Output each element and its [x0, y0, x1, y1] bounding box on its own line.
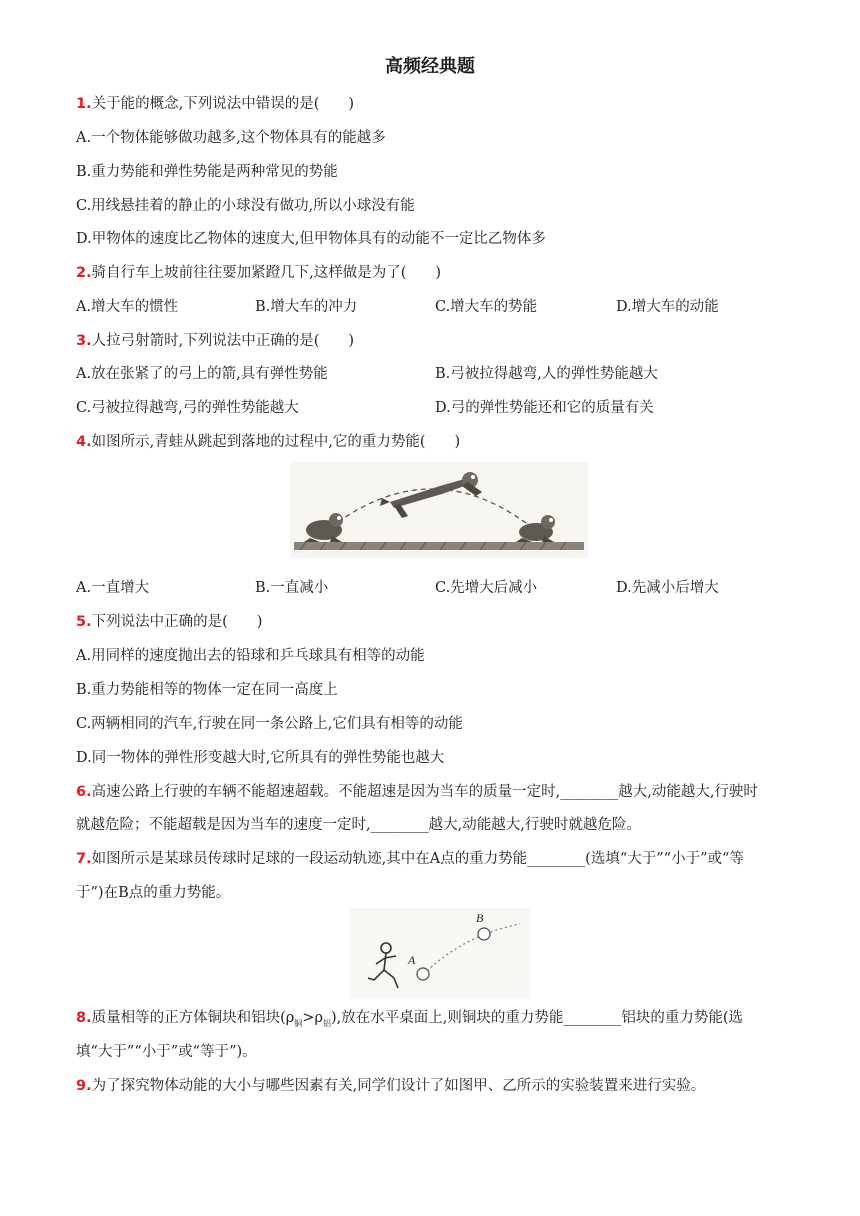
question-5 — [76, 612, 262, 632]
label-a: A — [408, 953, 416, 967]
question-8 — [76, 1008, 743, 1034]
question-6-line-2: 就越危险；不能超载是因为当车的速度一定时,________越大,动能越大,行驶时就越危险。 — [76, 817, 641, 833]
option-b: B.重力势能和弹性势能是两种常见的势能 — [76, 164, 338, 180]
question-7-line-2: 于”)在B点的重力势能。 — [76, 885, 231, 901]
question-number: 6. — [76, 784, 92, 800]
option-c: C.用线悬挂着的静止的小球没有做功,所以小球没有能 — [76, 198, 415, 214]
option-d: D.同一物体的弹性形变越大时,它所具有的弹性势能也越大 — [76, 750, 445, 766]
option-a: A.一直增大 — [76, 580, 150, 596]
option-a: A.一个物体能够做功越多,这个物体具有的能越多 — [76, 130, 386, 146]
question-stem: 人拉弓射箭时,下列说法中正确的是( ) — [91, 333, 355, 349]
option-c: C.增大车的势能 — [435, 299, 538, 315]
subscript-copper: 铜 — [294, 1018, 303, 1028]
subscript-aluminum: 铝 — [322, 1018, 331, 1028]
option-a: A.用同样的速度抛出去的铅球和乒乓球具有相等的动能 — [76, 648, 425, 664]
option-d: D.增大车的动能 — [616, 299, 719, 315]
option-a: A.增大车的惯性 — [76, 299, 179, 315]
question-8-line-2: 填“大于”“小于”或“等于”)。 — [76, 1044, 257, 1060]
question-9 — [76, 1076, 705, 1096]
question-4 — [76, 432, 460, 452]
question-1 — [76, 94, 354, 114]
question-number: 2. — [76, 265, 92, 281]
question-number: 5. — [76, 614, 92, 630]
question-stem: 下列说法中正确的是( ) — [91, 614, 263, 630]
question-line-1-pre: 质量相等的正方体铜块和铝块(ρ — [91, 1010, 295, 1026]
option-c: C.弓被拉得越弯,弓的弹性势能越大 — [76, 400, 299, 416]
greater-than: >ρ — [302, 1010, 323, 1026]
ball-b — [478, 928, 490, 940]
question-stem: 为了探究物体动能的大小与哪些因素有关,同学们设计了如图甲、乙所示的实验装置来进行实验。 — [91, 1078, 706, 1094]
option-d: D.甲物体的速度比乙物体的速度大,但甲物体具有的动能不一定比乙物体多 — [76, 231, 546, 247]
question-line-1: 如图所示是某球员传球时足球的一段运动轨迹,其中在A点的重力势能________(选填“大于”“小于”或“等 — [91, 851, 744, 867]
question-2 — [76, 263, 441, 283]
frog-jump-figure — [290, 462, 588, 558]
question-6 — [76, 782, 758, 802]
option-b: B.弓被拉得越弯,人的弹性势能越大 — [435, 366, 658, 382]
option-b: B.一直减小 — [255, 580, 329, 596]
option-c: C.先增大后减小 — [435, 580, 538, 596]
question-number: 4. — [76, 434, 92, 450]
option-d: D.弓的弹性势能还和它的质量有关 — [435, 400, 654, 416]
option-c: C.两辆相同的汽车,行驶在同一条公路上,它们具有相等的动能 — [76, 716, 463, 732]
football-trajectory-figure — [350, 908, 530, 998]
question-line-1-post: ),放在水平桌面上,则铜块的重力势能________铝块的重力势能(选 — [330, 1010, 744, 1026]
question-line-1: 高速公路上行驶的车辆不能超速超载。不能超速是因为当车的质量一定时,________越大,动能越大,行驶时 — [91, 784, 758, 800]
question-number: 1. — [76, 96, 92, 112]
question-7 — [76, 849, 744, 869]
ball-a — [417, 968, 429, 980]
page-title: 高频经典题 — [385, 56, 475, 77]
question-number: 3. — [76, 333, 92, 349]
question-number: 9. — [76, 1078, 92, 1094]
label-b: B — [476, 911, 484, 925]
option-a: A.放在张紧了的弓上的箭,具有弹性势能 — [76, 366, 328, 382]
question-number: 7. — [76, 851, 92, 867]
option-b: B.重力势能相等的物体一定在同一高度上 — [76, 682, 338, 698]
question-stem: 如图所示,青蛙从跳起到落地的过程中,它的重力势能( ) — [91, 434, 461, 450]
question-stem: 关于能的概念,下列说法中错误的是( ) — [91, 96, 355, 112]
option-b: B.增大车的冲力 — [255, 299, 358, 315]
option-d: D.先减小后增大 — [616, 580, 719, 596]
question-number: 8. — [76, 1010, 92, 1026]
question-3 — [76, 331, 354, 351]
question-stem: 骑自行车上坡前往往要加紧蹬几下,这样做是为了( ) — [91, 265, 442, 281]
